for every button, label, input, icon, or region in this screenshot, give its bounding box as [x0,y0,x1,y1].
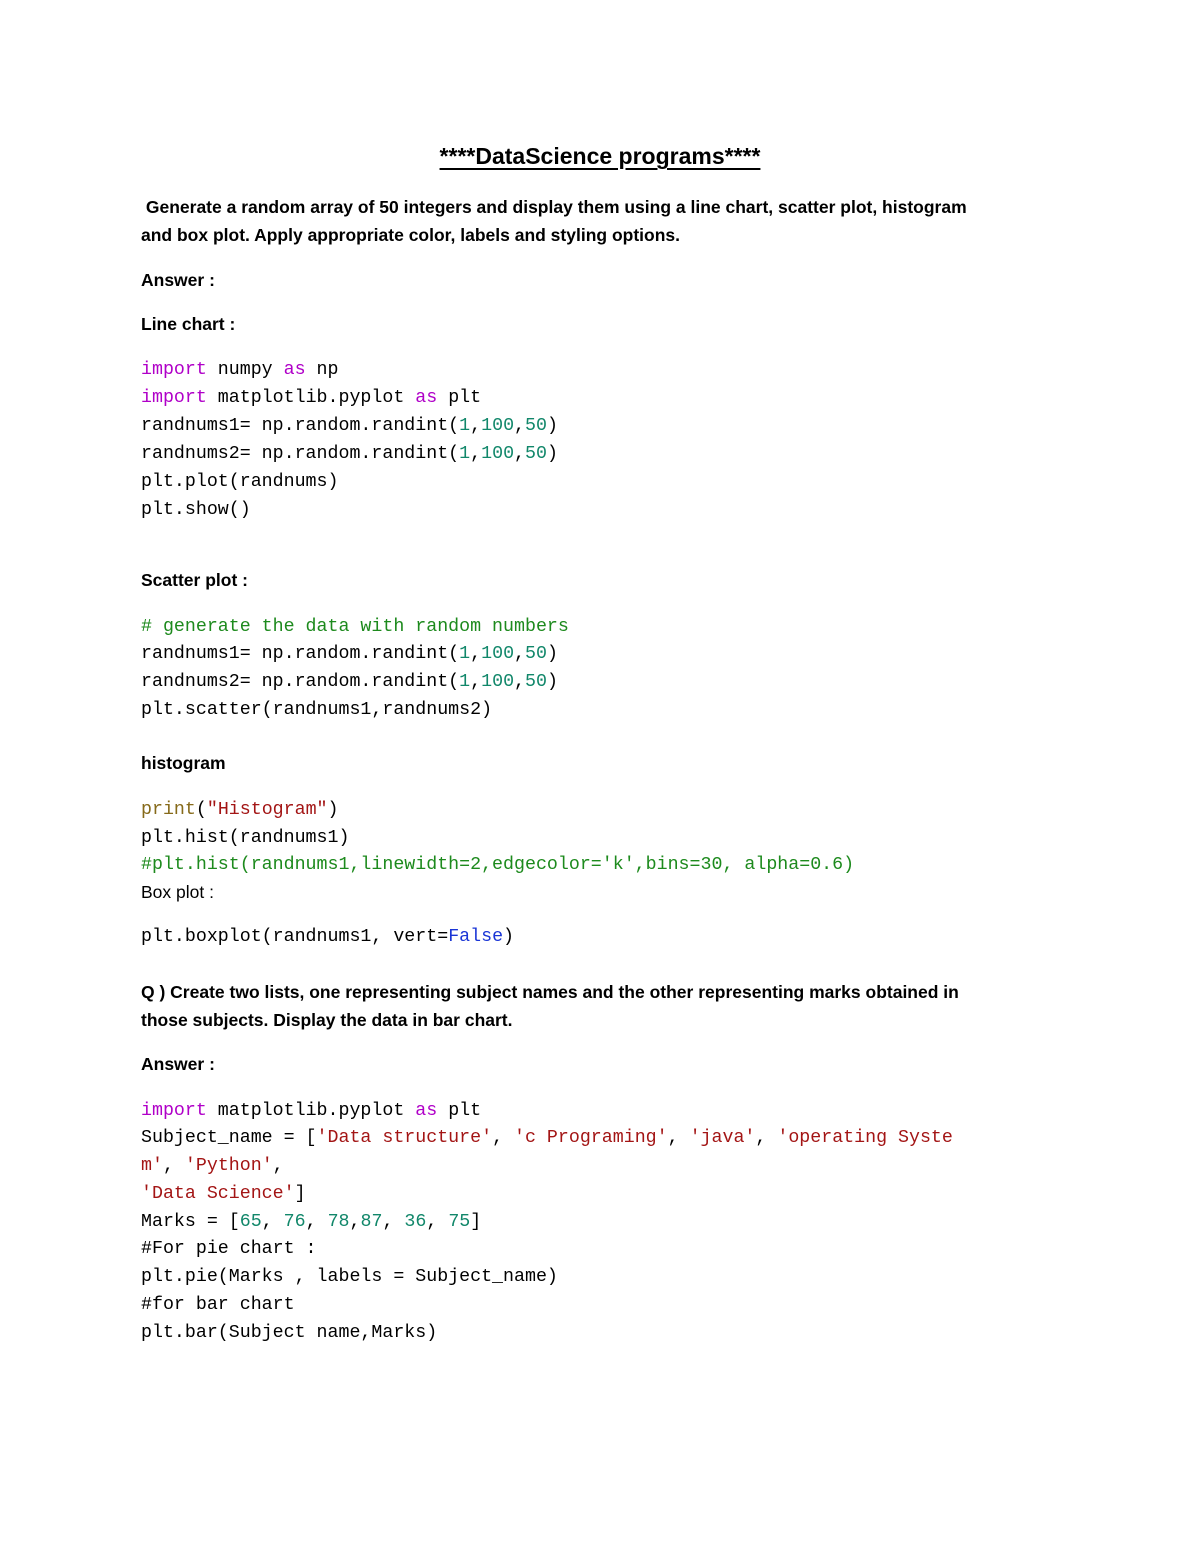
answer-label-2: Answer : [141,1054,215,1074]
line-chart-label: Line chart : [141,314,236,334]
question-2-line-2: those subjects. Display the data in bar chart. [141,1010,513,1030]
code-line: randnums2= np.random.randint(1,100,50) [141,672,558,692]
code-line: plt.scatter(randnums1,randnums2) [141,700,493,720]
code-line: #for bar chart [141,1295,295,1315]
code-comment: #plt.hist(randnums1,linewidth=2,edgecolor='k',bins=30, alpha=0.6) [141,855,855,875]
question-2-line-1: Q ) Create two lists, one representing subject names and the other representing marks obtained in [141,982,959,1002]
code-line: import numpy as np [141,360,339,380]
code-line: Marks = [65, 76, 78,87, 36, 75] [141,1212,482,1232]
code-line: import matplotlib.pyplot as plt [141,388,482,408]
code-line: randnums1= np.random.randint(1,100,50) [141,416,558,436]
code-line: randnums1= np.random.randint(1,100,50) [141,644,558,664]
code-line: randnums2= np.random.randint(1,100,50) [141,444,558,464]
code-line: import matplotlib.pyplot as plt [141,1101,482,1121]
page-title: ****DataScience programs**** [439,143,761,169]
question-1-line-2: and box plot. Apply appropriate color, labels and styling options. [141,225,680,245]
code-line: Subject_name = ['Data structure', 'c Programing', 'java', 'operating Syste [141,1128,953,1148]
box-plot-label: Box plot : [141,882,214,902]
code-line: #For pie chart : [141,1239,317,1259]
code-line: print("Histogram") [141,800,339,820]
answer-label-1: Answer : [141,270,215,290]
scatter-plot-label: Scatter plot : [141,570,248,590]
code-line: plt.show() [141,500,251,520]
code-line: plt.pie(Marks , labels = Subject_name) [141,1267,558,1287]
question-1-line-1: Generate a random array of 50 integers and display them using a line chart, scatter plot, histogram [141,197,967,217]
code-line: plt.boxplot(randnums1, vert=False) [141,927,515,947]
histogram-label: histogram [141,753,226,773]
code-line: 'Data Science'] [141,1184,306,1204]
code-line: plt.plot(randnums) [141,472,339,492]
code-line: m', 'Python', [141,1156,284,1176]
code-line: plt.bar(Subject name,Marks) [141,1323,438,1343]
code-line: plt.hist(randnums1) [141,828,350,848]
code-comment: # generate the data with random numbers [141,617,569,637]
